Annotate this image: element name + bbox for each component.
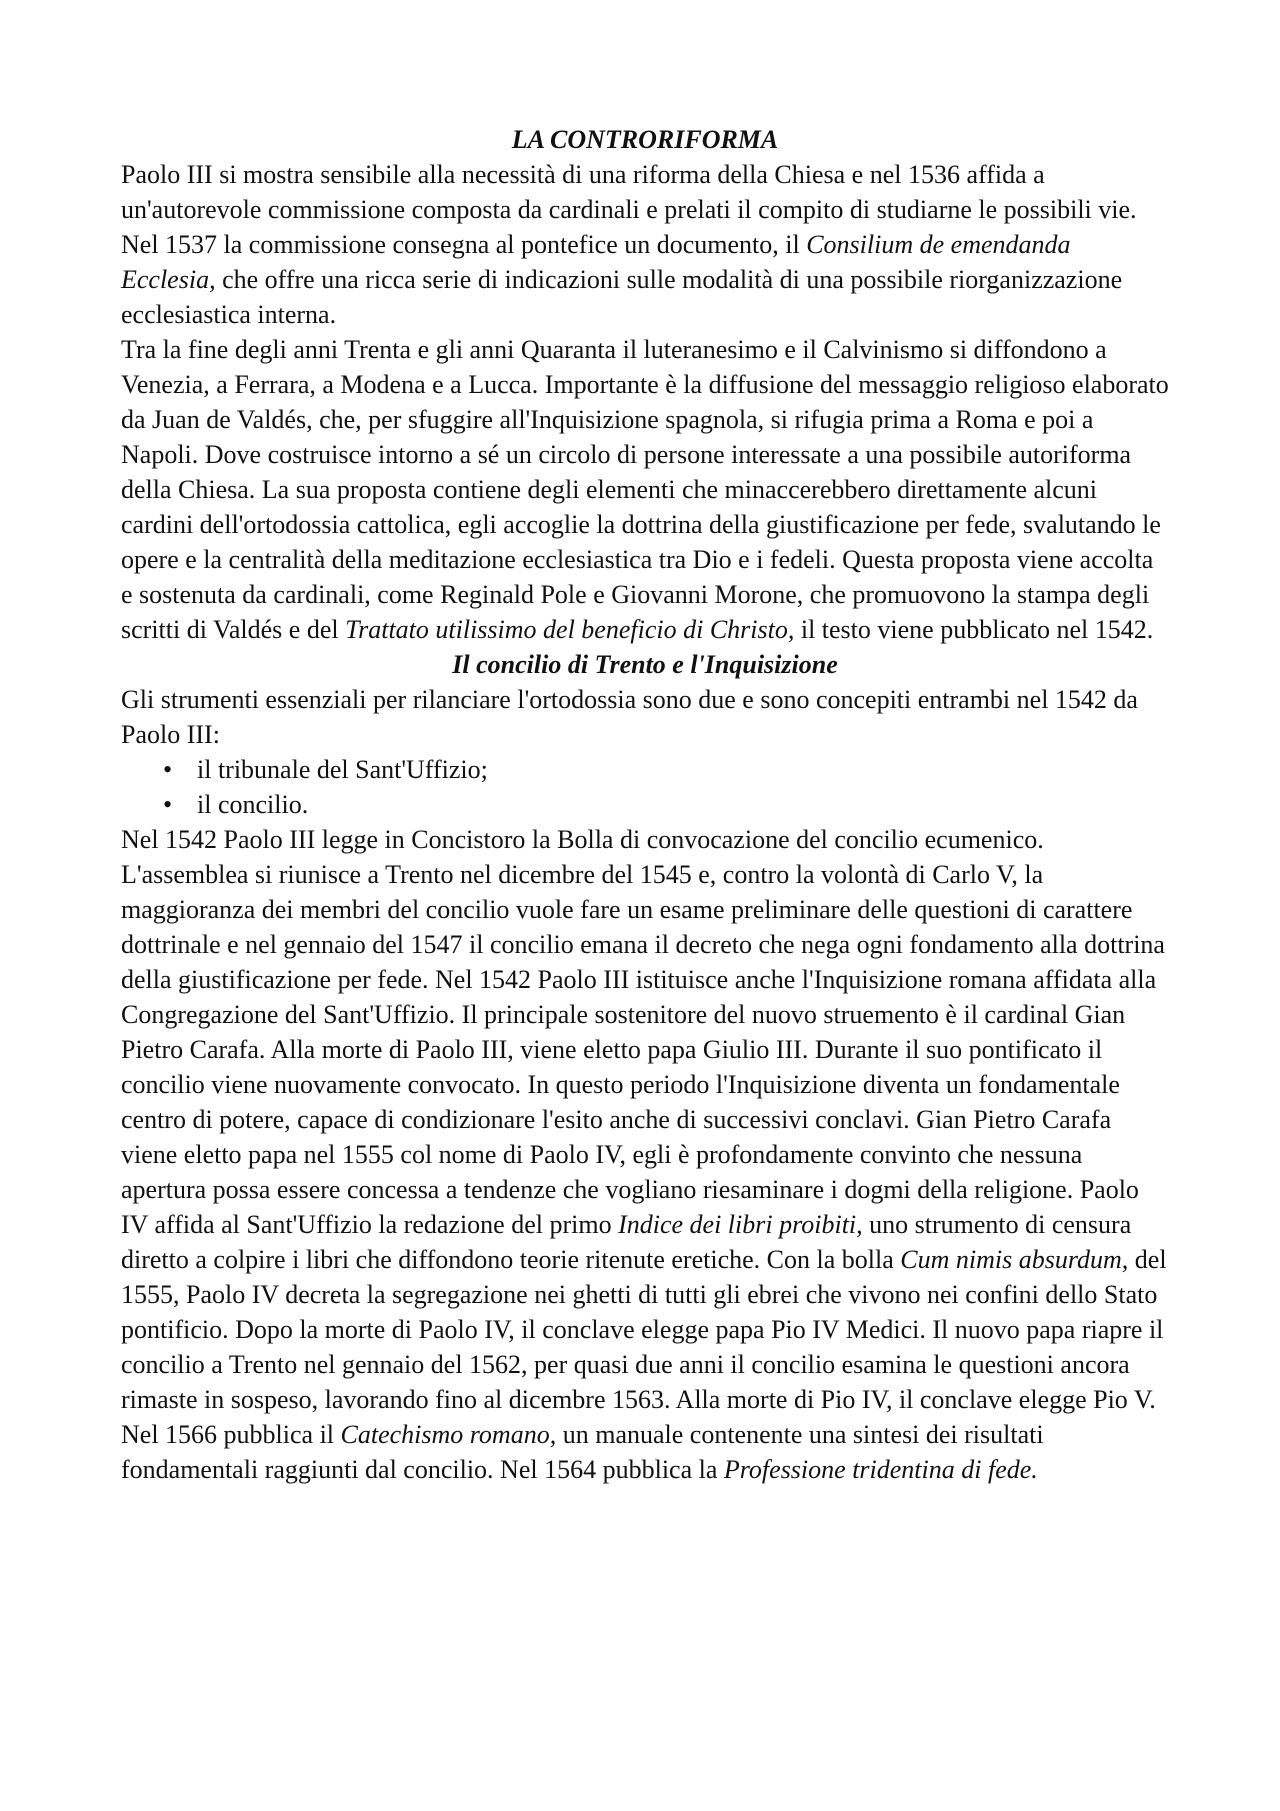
document-title: LA CONTRORIFORMA: [511, 125, 779, 154]
paragraph-2-italic-1: Trattato utilissimo del beneficio di Christo,: [345, 615, 795, 644]
paragraph-2: [121, 332, 1169, 647]
paragraph-4-text-2: uno strumento di censura diretto a colpire i libri che diffondono teorie ritenute eretiche. Con la bolla: [121, 1210, 1132, 1274]
paragraph-4-italic-2: Cum nimis absurdum,: [900, 1245, 1129, 1274]
list-item: • il concilio.: [163, 787, 1169, 822]
paragraph-2-text-1: Tra la fine degli anni Trenta e gli anni Quaranta il luteranesimo e il Calvinismo si diffondono a Venezia, a Ferrara, a Modena e a Lucca. Importante è la diffusione del messaggio religioso elaborato da Juan de Valdés, che, per sfuggire all'Inquisizione spagnola, si rifugia prima a Roma e poi a Napoli. Dove costruisce intorno a sé un circolo di persone interessate a una possibile autoriforma della Chiesa. La sua proposta contiene degli elementi che minaccerebbero direttamente alcuni cardini dell'ortodossia cattolica, egli accoglie la dottrina della giustificazione per fede, svalutando le opere e la centralità della meditazione ecclesiastica tra Dio e i fedeli. Questa proposta viene accolta e sostenuta da cardinali, come Reginald Pole e Giovanni Morone, che promuovono la stampa degli scritti di Valdés e del: [121, 335, 1169, 644]
paragraph-2-text-2: il testo viene pubblicato nel 1542.: [794, 615, 1154, 644]
paragraph-4: [121, 822, 1169, 1487]
paragraph-1-italic-1: Consilium de emendanda Ecclesia,: [121, 230, 1071, 294]
bullet-list: [121, 752, 1169, 822]
paragraph-1: [121, 157, 1169, 332]
paragraph-3: Gli strumenti essenziali per rilanciare l'ortodossia sono due e sono concepiti entrambi nel 1542 da Paolo III:: [121, 685, 1138, 749]
paragraph-1-text-2: che offre una ricca serie di indicazioni sulle modalità di una possibile riorganizzazione ecclesiastica interna.: [121, 265, 1123, 329]
paragraph-4-italic-3: Catechismo romano,: [340, 1420, 557, 1449]
paragraph-1-text-1: Paolo III si mostra sensibile alla necessità di una riforma della Chiesa e nel 1536 affida a un'autorevole commissione composta da cardinali e prelati il compito di studiarne le possibili vie. Nel 1537 la commissione consegna al pontefice un documento, il: [121, 160, 1137, 259]
paragraph-4-italic-1: Indice dei libri proibiti,: [618, 1210, 863, 1239]
paragraph-4-text-4: un manuale contenente una sintesi dei risultati fondamentali raggiunti dal concilio. Nel 1564 pubblica la: [121, 1420, 1044, 1484]
section-subtitle: Il concilio di Trento e l'Inquisizione: [452, 650, 838, 679]
document-page: [121, 122, 1169, 1487]
list-item: • il tribunale del Sant'Uffizio;: [163, 752, 1169, 787]
paragraph-4-text-3: del 1555, Paolo IV decreta la segregazione nei ghetti di tutti gli ebrei che vivono nei confini dello Stato pontificio. Dopo la morte di Paolo IV, il conclave elegge papa Pio IV Medici. Il nuovo papa riapre il concilio a Trento nel gennaio del 1562, per quasi due anni il concilio esamina le questioni ancora rimaste in sospeso, lavorando fino al dicembre 1563. Alla morte di Pio IV, il conclave elegge Pio V. Nel 1566 pubblica il: [121, 1245, 1167, 1449]
paragraph-4-text-1: Nel 1542 Paolo III legge in Concistoro la Bolla di convocazione del concilio ecumenico. L'assemblea si riunisce a Trento nel dicembre del 1545 e, contro la volontà di Carlo V, la maggioranza dei membri del concilio vuole fare un esame preliminare delle questioni di carattere dottrinale e nel gennaio del 1547 il concilio emana il decreto che nega ogni fondamento alla dottrina della giustificazione per fede. Nel 1542 Paolo III istituisce anche l'Inquisizione romana affidata alla Congregazione del Sant'Uffizio. Il principale sostenitore del nuovo struemento è il cardinal Gian Pietro Carafa. Alla morte di Paolo III, viene eletto papa Giulio III. Durante il suo pontificato il concilio viene nuovamente convocato. In questo periodo l'Inquisizione diventa un fondamentale centro di potere, capace di condizionare l'esito anche di successivi conclavi. Gian Pietro Carafa viene eletto papa nel 1555 col nome di Paolo IV, egli è profondamente convinto che nessuna apertura possa essere concessa a tendenze che vogliano riesaminare i dogmi della religione. Paolo IV affida al Sant'Uffizio la redazione del primo: [121, 825, 1165, 1239]
paragraph-4-italic-4: Professione tridentina di fede.: [723, 1455, 1038, 1484]
